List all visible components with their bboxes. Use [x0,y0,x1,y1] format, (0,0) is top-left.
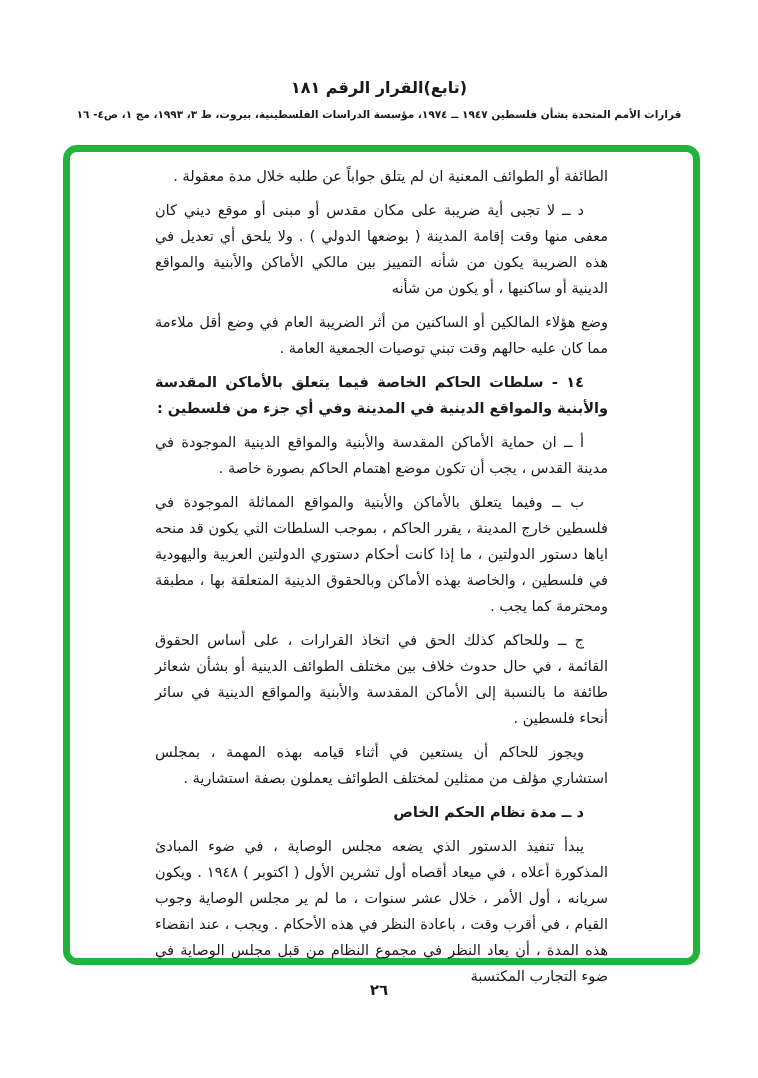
paragraph-item-d-tax: د ــ لا تجبى أية ضريبة على مكان مقدس أو مبنى أو موقع ديني كان معفى منها وقت إقامة المدينة ( بوضعها الدولي ) . ولا يلحق أي تعديل في هذه الضريبة يكون من شأنه التمييز بين مالكي الأماكن والأبنية والمواقع الدينية أو ساكنيها ، أو يكون من شأنه [155,203,608,297]
section-heading-d-duration: د ــ مدة نظام الحكم الخاص [393,805,584,821]
paragraph-advisory-council: ويجوز للحاكم أن يستعين في أثناء قيامه بهذه المهمة ، بمجلس استشاري مؤلف من ممثلين لمختلف الطوائف يعملون بصفة استشارية . [155,745,608,787]
content-frame [63,145,700,985]
source-citation: قرارات الأمم المتحدة بشأن فلسطين ١٩٤٧ ــ ١٩٧٤، مؤسسة الدراسات الفلسطينية، بيروت، ط ٣، ١٩٩٣، مج ١، ص٤- ١٦ [76,109,682,121]
paragraph-continuation: الطائفة أو الطوائف المعنية ان لم يتلق جواباً عن طلبه خلال مدة معقولة . [173,169,608,185]
section-heading-14: ١٤ - سلطات الحاكم الخاصة فيما يتعلق بالأماكن المقدسة والأبنية والمواقع الدينية في المدينة وفي أي جزء من فلسطين : [155,375,608,417]
document-title: (تابع)القرار الرقم ١٨١ [290,78,468,97]
paragraph-item-a: أ ــ ان حماية الأماكن المقدسة والأبنية والمواقع الدينية الموجودة في مدينة القدس ، يجب أن تكون موضع اهتمام الحاكم بصورة خاصة . [155,435,608,477]
body-text [155,164,608,998]
paragraph-item-c: ج ــ وللحاكم كذلك الحق في اتخاذ القرارات ، على أساس الحقوق القائمة ، في حال حدوث خلاف بين مختلف الطوائف الدينية أو بشأن شعائر طائفة ما بالنسبة إلى الأماكن المقدسة والأبنية والمواقع الدينية في سائر أنحاء فلسطين . [155,633,608,727]
paragraph-item-b: ب ــ وفيما يتعلق بالأماكن والأبنية والمواقع المماثلة الموجودة في فلسطين خارج المدينة ، يقرر الحاكم ، بموجب السلطات التي يكون قد منحه اياها دستور الدولتين ، ما إذا كانت أحكام دستوري الدولتين العربية واليهودية في فلسطين ، والخاصة بهذه الأماكن وبالحقوق الدينية المتعلقة بها ، مطبقة ومحترمة كما يجب . [155,495,608,615]
paragraph-constitution-timeline: يبدأ تنفيذ الدستور الذي يضعه مجلس الوصاية ، في ضوء المبادئ المذكورة أعلاه ، في ميعاد أقصاه أول تشرين الأول ( اكتوبر ) ١٩٤٨ . ويكون سريانه ، أول الأمر ، خلال عشر سنوات ، ما لم ير مجلس الوصاية وجوب القيام ، في أقرب وقت ، باعادة النظر في هذه الأحكام . ويجب ، عند انقضاء هذه المدة ، أن يعاد النظر في مجموع النظام من قبل مجلس الوصاية في ضوء التجارب المكتسبة [155,839,609,985]
page-number: ٢٦ [369,981,389,999]
paragraph-tax-effect: وضع هؤلاء المالكين أو الساكنين من أثر الضريبة العام في وضع أقل ملاءمة مما كان عليه حالهم وقت تبني توصيات الجمعية العامة . [155,315,608,357]
